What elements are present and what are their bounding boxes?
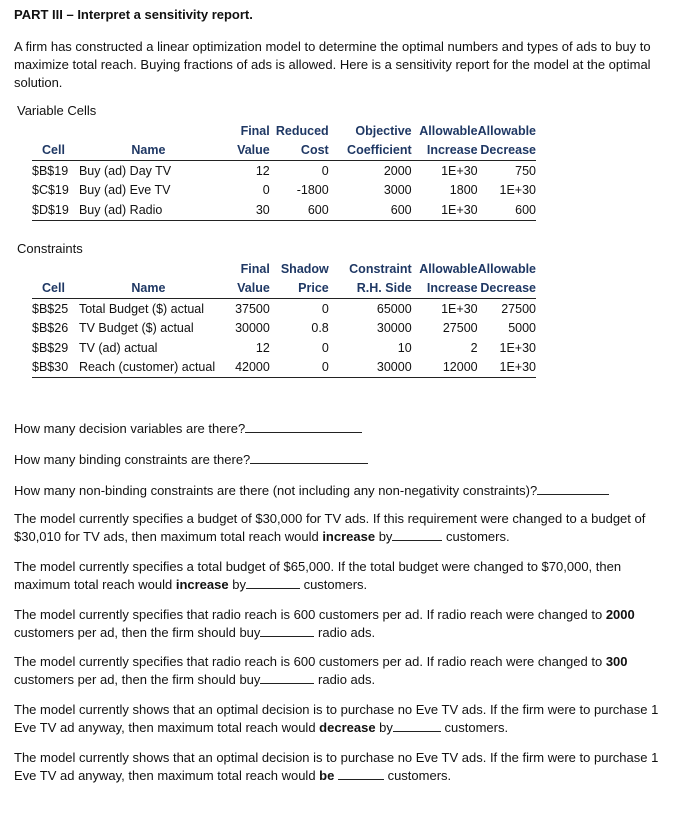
page-title: PART III – Interpret a sensitivity report. (14, 7, 253, 22)
column-header: Value (222, 141, 270, 161)
final-value: 30 (222, 200, 270, 220)
question-total-budget: The model currently specifies a total budget of $65,000. If the total budget were changed to $70,000, then maximum total reach would increase by customers. (14, 559, 622, 592)
answer-blank[interactable] (246, 576, 300, 589)
allowable-decrease: 27500 (501, 301, 536, 316)
cell-name: TV Budget ($) actual (78, 321, 194, 336)
final-value: 12 (255, 163, 270, 178)
column-header: Shadow (280, 261, 329, 276)
objective-coefficient: 2000 (383, 163, 412, 178)
shadow-price: 0 (321, 301, 329, 316)
answer-blank[interactable] (260, 624, 314, 637)
allowable-decrease: 1E+30 (478, 358, 536, 378)
shadow-price: 0 (321, 340, 329, 355)
variable-cells-label: Variable Cells (17, 103, 97, 118)
variable-cells-table (32, 121, 536, 221)
question-radio-reach-2000: The model currently specifies that radio reach is 600 customers per ad. If radio reach were changed to 2000 customers per ad, then the firm should buy radio ads. (14, 607, 635, 640)
allowable-decrease: 750 (515, 163, 536, 178)
cell-name: Buy (ad) Radio (75, 200, 222, 220)
allowable-increase: 1E+30 (441, 163, 478, 178)
cell-ref: $B$26 (32, 321, 69, 336)
column-header: Name (75, 141, 222, 161)
column-header: Final (240, 261, 270, 276)
allowable-increase: 1E+30 (441, 301, 478, 316)
reduced-cost: 600 (270, 200, 329, 220)
objective-coefficient: 600 (329, 200, 412, 220)
table-row (32, 358, 536, 378)
column-header: Final (240, 123, 270, 138)
allowable-decrease: 1E+30 (499, 183, 536, 198)
answer-blank[interactable] (393, 719, 441, 732)
question-text: How many binding constraints are there? (14, 452, 251, 467)
cell-ref: $B$19 (32, 163, 69, 178)
cell-name: Total Budget ($) actual (78, 301, 205, 316)
allowable-increase: 27500 (442, 321, 478, 336)
cell-name: Buy (ad) Day TV (78, 163, 172, 178)
question-eve-tv-decrease: The model currently shows that an optimal decision is to purchase no Eve TV ads. If the firm were to purchase 1 Eve TV ad anyway, then maximum total reach would decrease by customers. (14, 702, 659, 735)
table-row (32, 181, 536, 201)
allowable-increase: 1E+30 (412, 200, 478, 220)
column-header: R.H. Side (329, 279, 412, 299)
table-row (32, 161, 536, 181)
column-header: Name (75, 279, 222, 299)
column-header: Cost (270, 141, 329, 161)
intro-paragraph: A firm has constructed a linear optimization model to determine the optimal numbers and types of ads to buy to maximize total reach. Buying fractions of ads is allowed. Here is a sensitivity report for the model at the optimal solution. (14, 39, 651, 90)
column-header: Cell (32, 279, 75, 299)
cell-name: Buy (ad) Eve TV (78, 183, 171, 198)
objective-coefficient: 3000 (383, 183, 412, 198)
answer-blank[interactable] (250, 451, 368, 464)
cell-ref: $C$19 (32, 183, 69, 198)
column-header: Reduced (275, 123, 329, 138)
shadow-price: 0.8 (311, 321, 329, 336)
constraint-rhs: 30000 (376, 321, 412, 336)
column-header: Coefficient (329, 141, 412, 161)
column-header: Increase (412, 141, 478, 161)
cell-ref: $D$19 (32, 200, 75, 220)
question-decision-variables (14, 420, 362, 436)
table-row (32, 319, 536, 339)
column-header: Decrease (478, 279, 536, 299)
column-header: Value (222, 279, 270, 299)
question-binding-constraints (14, 451, 368, 467)
question-eve-tv-be: The model currently shows that an optimal decision is to purchase no Eve TV ads. If the firm were to purchase 1 Eve TV ad anyway, then maximum total reach would be customers. (14, 750, 659, 783)
column-header: Allowable (477, 261, 536, 276)
table-header-row (32, 259, 536, 279)
column-header: Constraint (349, 261, 412, 276)
answer-blank[interactable] (245, 420, 362, 433)
column-header: Decrease (478, 141, 536, 161)
allowable-increase: 2 (470, 340, 478, 355)
shadow-price: 0 (270, 358, 329, 378)
allowable-decrease: 5000 (508, 321, 536, 336)
cell-ref: $B$30 (32, 358, 75, 378)
cell-name: Reach (customer) actual (75, 358, 222, 378)
table-row (32, 200, 536, 220)
allowable-increase: 1800 (449, 183, 478, 198)
column-header: Price (270, 279, 329, 299)
allowable-increase: 12000 (412, 358, 478, 378)
table-header-row (32, 279, 536, 299)
constraints-table (32, 259, 536, 378)
constraint-rhs: 30000 (329, 358, 412, 378)
allowable-decrease: 600 (478, 200, 536, 220)
column-header: Allowable (419, 261, 478, 276)
constraint-rhs: 10 (397, 340, 412, 355)
question-tv-budget: The model currently specifies a budget of $30,000 for TV ads. If this requirement were changed to a budget of $30,010 for TV ads, then maximum total reach would increase by customers. (14, 511, 646, 544)
reduced-cost: -1800 (296, 183, 329, 198)
answer-blank[interactable] (392, 528, 442, 541)
cell-ref: $B$29 (32, 340, 69, 355)
final-value: 30000 (235, 321, 270, 336)
table-header-row (32, 121, 536, 141)
reduced-cost: 0 (321, 163, 329, 178)
answer-blank[interactable] (260, 671, 314, 684)
constraints-label: Constraints (17, 241, 83, 256)
column-header: Allowable (477, 123, 536, 138)
final-value: 12 (255, 340, 270, 355)
answer-blank[interactable] (537, 482, 609, 495)
final-value: 42000 (222, 358, 270, 378)
final-value: 37500 (235, 301, 270, 316)
column-header: Increase (412, 279, 478, 299)
question-radio-reach-300: The model currently specifies that radio reach is 600 customers per ad. If radio reach were changed to 300 customers per ad, then the firm should buy radio ads. (14, 654, 628, 687)
column-header: Objective (355, 123, 412, 138)
allowable-decrease: 1E+30 (499, 340, 536, 355)
cell-name: TV (ad) actual (78, 340, 158, 355)
final-value: 0 (262, 183, 270, 198)
question-text: How many non-binding constraints are there (not including any non-negativity constraints)? (14, 483, 538, 498)
question-text: How many decision variables are there? (14, 421, 246, 436)
column-header: Cell (32, 141, 75, 161)
table-header-row (32, 141, 536, 161)
table-row (32, 299, 536, 319)
table-row (32, 338, 536, 358)
question-nonbinding-constraints (14, 482, 609, 498)
cell-ref: $B$25 (32, 301, 69, 316)
answer-blank[interactable] (338, 767, 384, 780)
constraint-rhs: 65000 (376, 301, 412, 316)
column-header: Allowable (419, 123, 478, 138)
